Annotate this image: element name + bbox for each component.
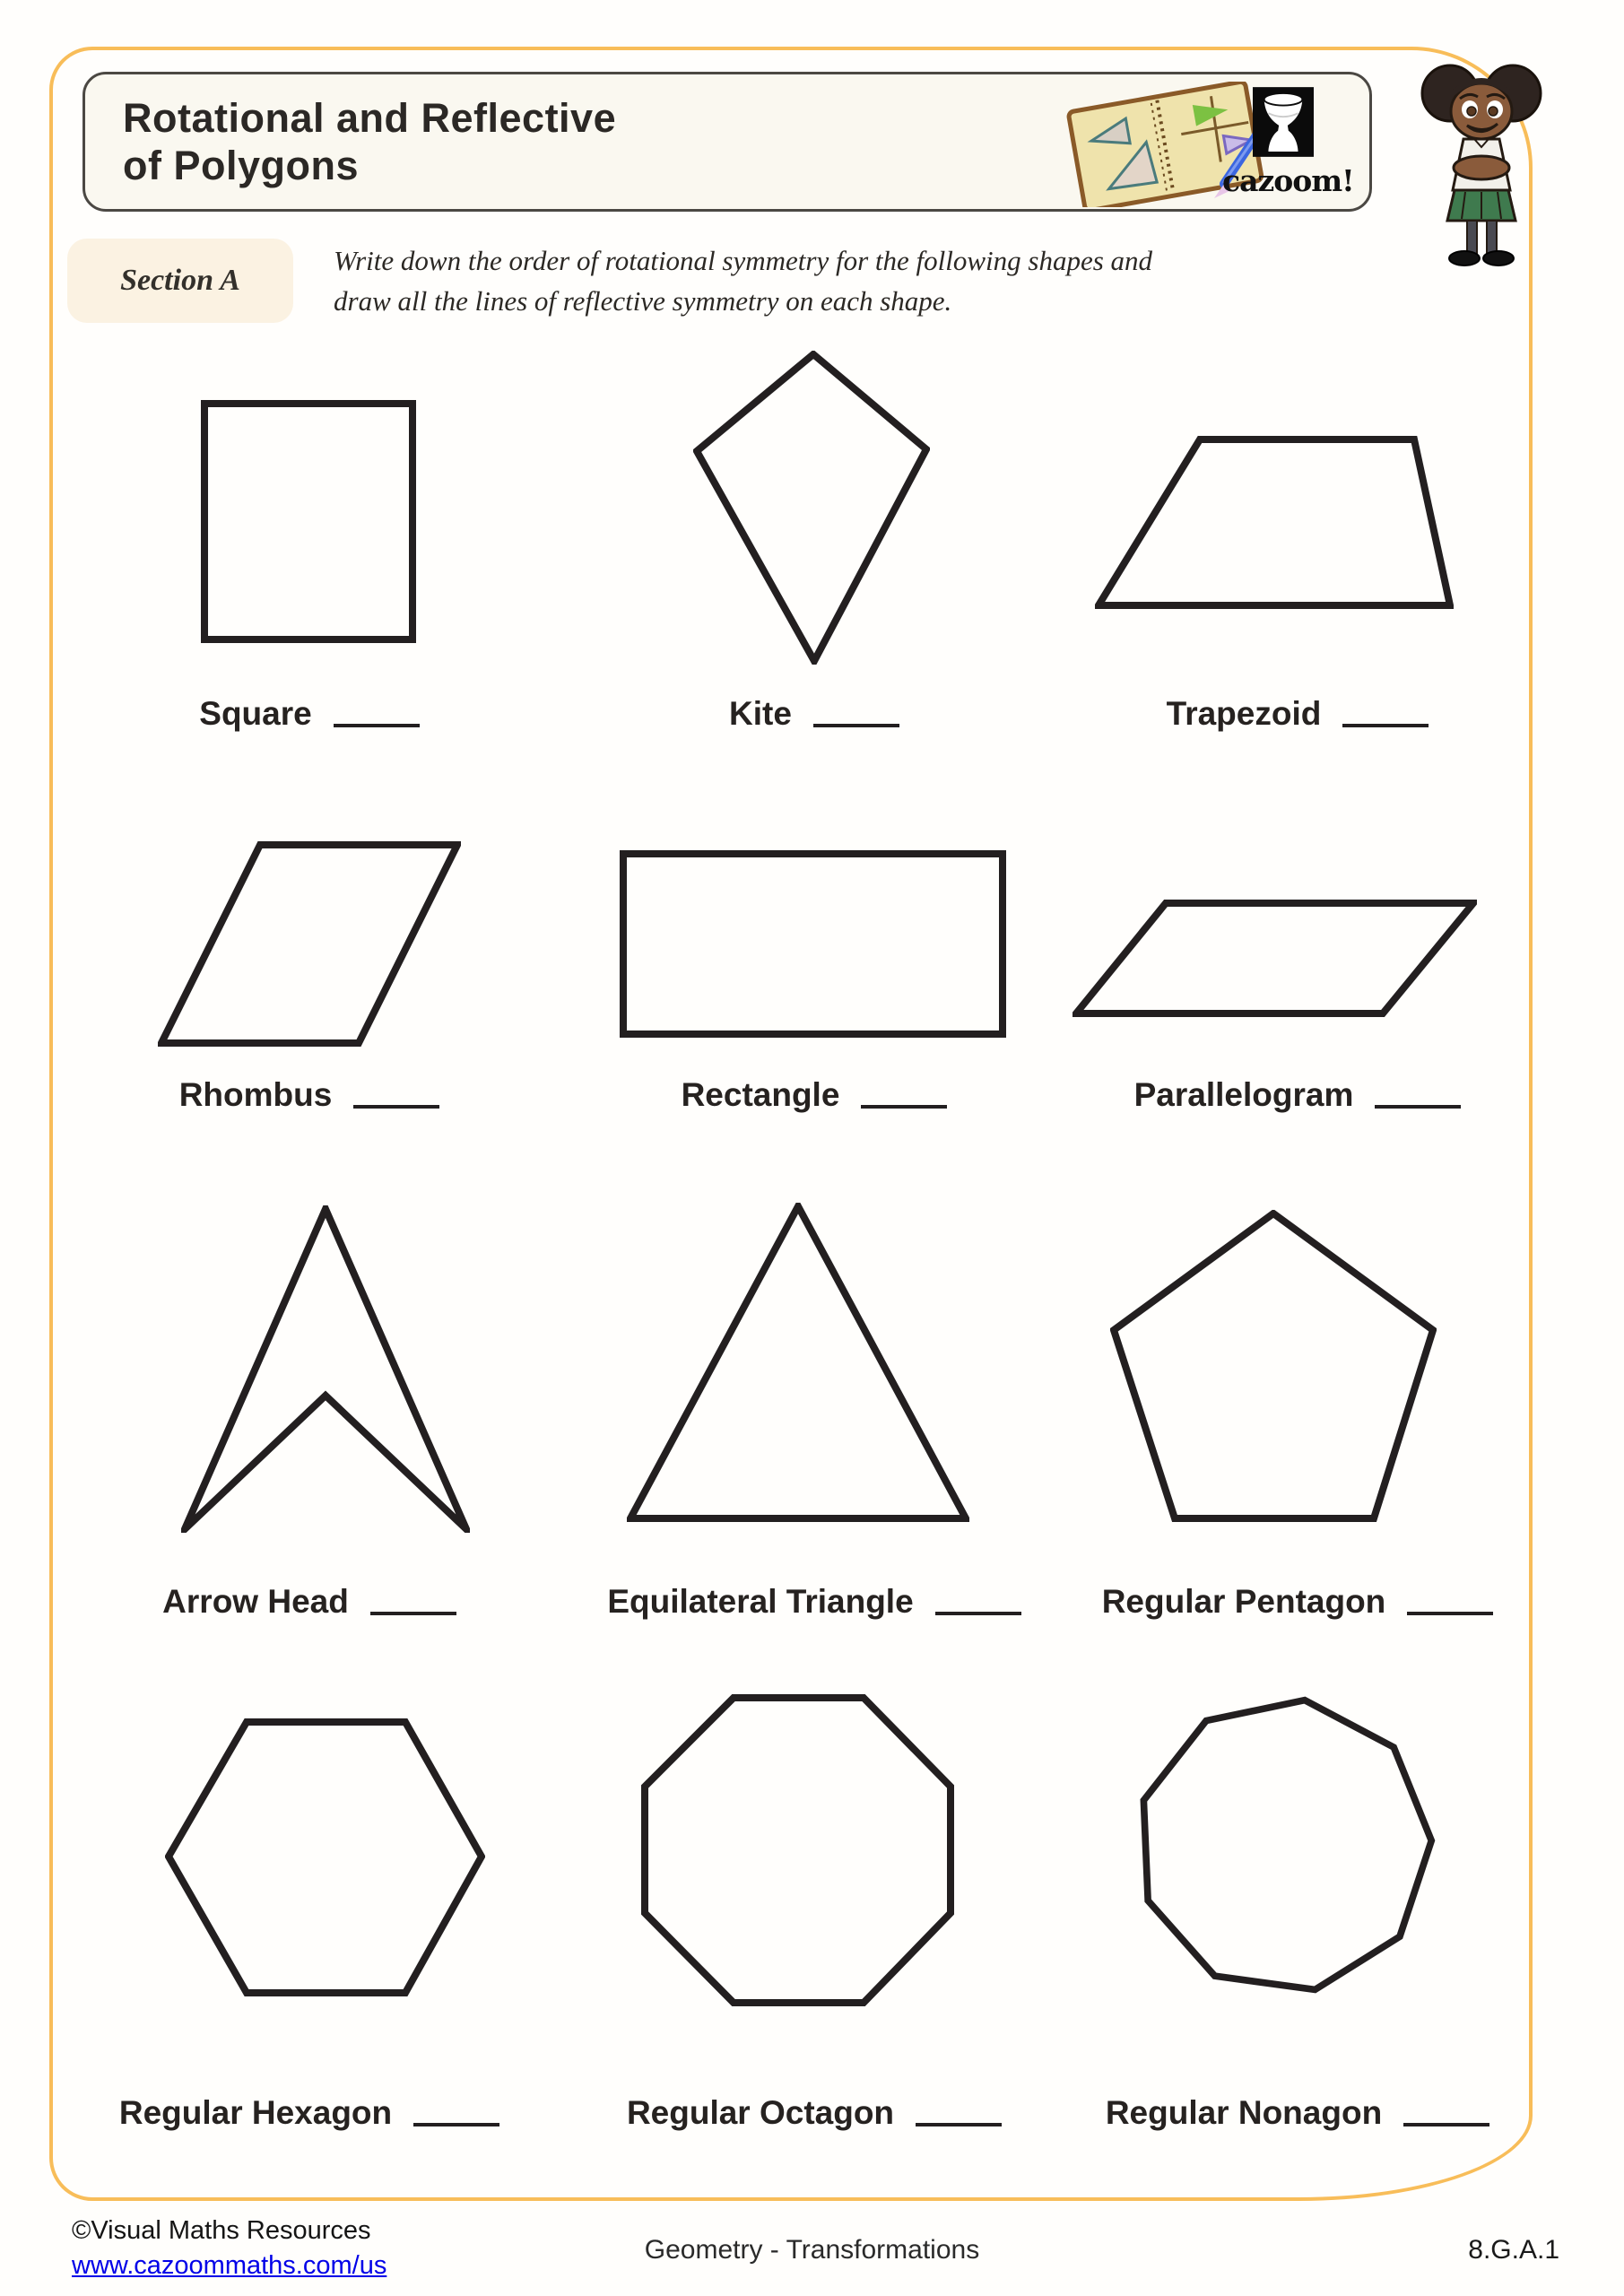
shape-label-text: Regular Pentagon <box>1101 1583 1386 1620</box>
answer-blank <box>370 1612 456 1615</box>
regular-nonagon-outline <box>1143 1700 1431 1990</box>
shape-label-text: Square <box>199 695 312 732</box>
regular-hexagon-outline <box>169 1722 482 1993</box>
shape-label-text: Trapezoid <box>1166 695 1322 732</box>
shape-label-text: Parallelogram <box>1133 1076 1354 1113</box>
title-box <box>83 72 1372 212</box>
djembe-drum-icon <box>1253 87 1314 157</box>
shape-label-text: Arrow Head <box>162 1583 349 1620</box>
page-title <box>123 94 616 189</box>
shape-label-square <box>76 695 543 733</box>
answer-blank <box>916 2123 1002 2126</box>
square-outline <box>204 404 413 639</box>
shape-label-rhombus <box>76 1076 543 1114</box>
shape-label-text: Rhombus <box>178 1076 333 1113</box>
square-shape <box>201 400 416 643</box>
answer-blank <box>861 1105 947 1109</box>
shape-label-equilateral-triangle <box>581 1583 1047 1621</box>
shape-label-kite <box>581 695 1047 733</box>
regular-pentagon-shape <box>1110 1210 1437 1522</box>
shape-label-regular-octagon <box>581 2094 1047 2132</box>
parallelogram-shape <box>1073 900 1477 1017</box>
shape-label-trapezoid <box>1064 695 1531 733</box>
rectangle-outline <box>623 854 1003 1034</box>
rectangle-shape <box>620 850 1006 1038</box>
equilateral-triangle-outline <box>630 1206 966 1518</box>
answer-blank <box>1375 1105 1461 1109</box>
cazoom-logo-text: cazoom! <box>1222 163 1354 198</box>
instructions <box>334 240 1392 321</box>
shape-label-text: Regular Octagon <box>626 2094 895 2131</box>
answer-blank <box>353 1105 439 1109</box>
shape-label-text: Equilateral Triangle <box>607 1583 914 1620</box>
regular-hexagon-shape <box>165 1718 485 1996</box>
answer-blank <box>413 2123 499 2126</box>
regular-octagon-shape <box>641 1694 955 2006</box>
section-a-label: Section A <box>120 264 240 297</box>
equilateral-triangle-shape <box>627 1203 969 1522</box>
regular-octagon-outline <box>645 1698 951 2003</box>
answer-blank <box>935 1612 1021 1615</box>
section-a-badge <box>67 239 293 323</box>
shape-label-regular-pentagon <box>1064 1583 1531 1621</box>
regular-pentagon-outline <box>1114 1213 1433 1518</box>
trapezoid-outline <box>1099 439 1450 605</box>
arrow-head-outline <box>185 1209 466 1529</box>
cazoom-logo <box>1222 87 1354 198</box>
answer-blank <box>1342 724 1429 727</box>
shape-label-regular-nonagon <box>1064 2094 1531 2132</box>
page-title-line2: of Polygons <box>123 143 359 188</box>
shape-label-text: Regular Hexagon <box>118 2094 393 2131</box>
standard-code: 8.G.A.1 <box>1468 2235 1559 2265</box>
kite-outline <box>697 354 926 661</box>
instructions-line2: draw all the lines of reflective symmetry on each shape. <box>334 285 952 317</box>
kite-shape <box>693 351 930 665</box>
schoolgirl-mascot-illustration <box>1410 54 1553 269</box>
shape-label-text: Regular Nonagon <box>1105 2094 1383 2131</box>
shape-label-arrow-head <box>76 1583 543 1621</box>
shape-label-text: Kite <box>729 695 792 732</box>
answer-blank <box>1403 2123 1489 2126</box>
answer-blank <box>1407 1612 1493 1615</box>
footer-topic: Geometry - Transformations <box>644 2235 980 2265</box>
rhombus-shape <box>158 841 461 1047</box>
regular-nonagon-shape <box>1132 1693 1437 1998</box>
shape-label-parallelogram <box>1064 1076 1531 1114</box>
shape-label-rectangle <box>581 1076 1047 1114</box>
answer-blank <box>813 724 899 727</box>
trapezoid-shape <box>1095 436 1454 609</box>
parallelogram-outline <box>1076 903 1473 1013</box>
website-link[interactable]: www.cazoommaths.com/us <box>72 2251 387 2280</box>
arrow-head-shape <box>181 1205 470 1533</box>
shape-label-regular-hexagon <box>76 2094 543 2132</box>
copyright-text: ©Visual Maths Resources <box>72 2216 371 2245</box>
page-title-line1: Rotational and Reflective <box>123 95 617 141</box>
rhombus-outline <box>161 845 457 1043</box>
answer-blank <box>334 724 420 727</box>
shape-label-text: Rectangle <box>681 1076 840 1113</box>
instructions-line1: Write down the order of rotational symmetry for the following shapes and <box>334 245 1153 276</box>
